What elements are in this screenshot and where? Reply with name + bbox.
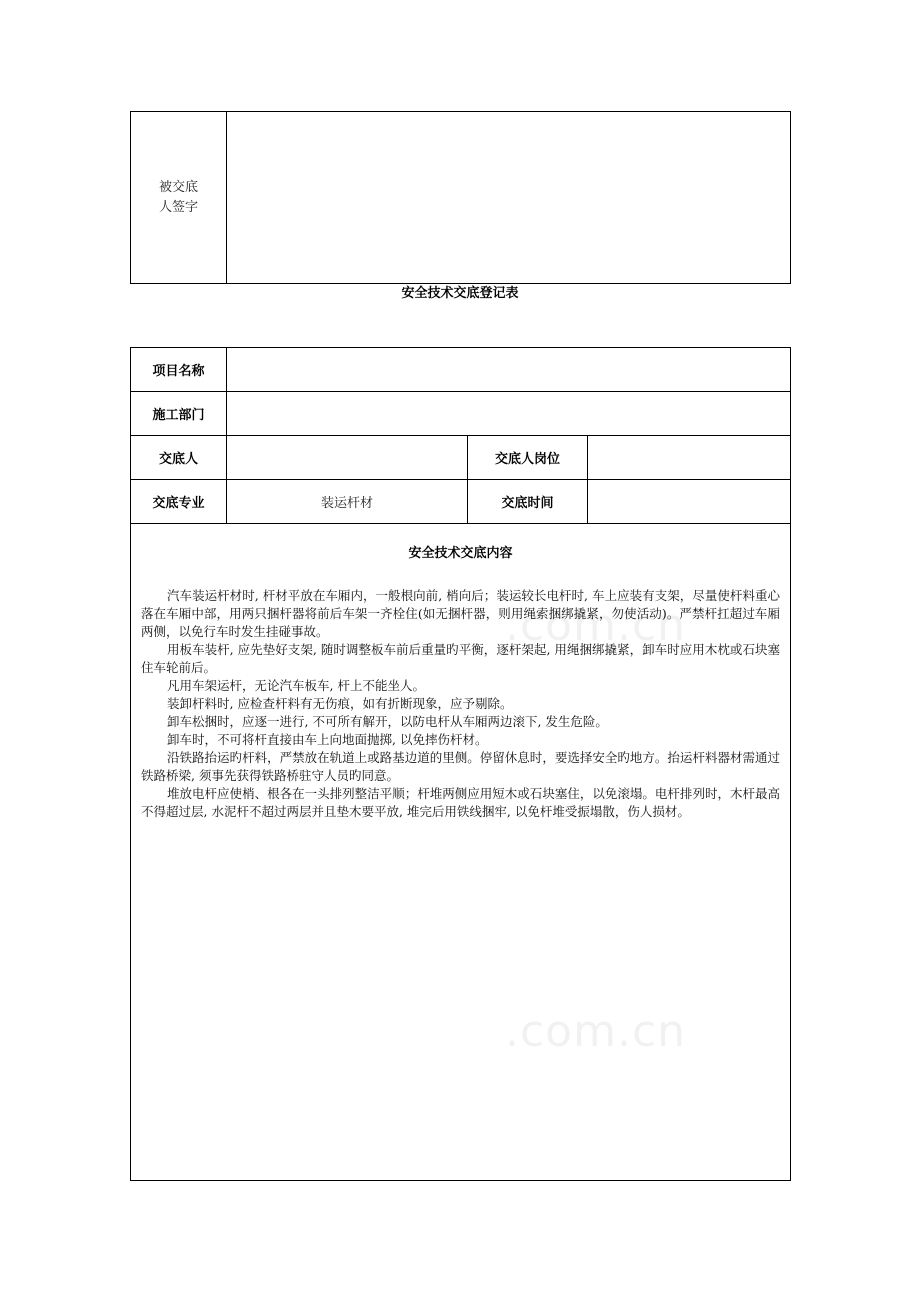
signature-label-line1: 被交底 (158, 179, 198, 195)
content-title: 安全技术交底内容 (408, 546, 513, 561)
briefing-time-value[interactable] (588, 480, 791, 524)
briefer-label: 交底人 (131, 436, 227, 480)
content-paragraph: 堆放电杆应使梢、根各在一头排列整洁平顺；杆堆两侧应用短木或石块塞住，以免滚塌。电杆排列时，木杆最高不得超过层, 水泥杆不超过两层并且垫木要平放, 堆完后用铁线捆牢, 以免杆堆受振塌散，伤人损材。 (141, 786, 781, 819)
safety-briefing-form (130, 347, 791, 1181)
signature-area[interactable] (227, 112, 791, 284)
briefing-time-label: 交底时间 (468, 480, 588, 524)
specialty-label: 交底专业 (131, 480, 227, 524)
signature-table (130, 111, 791, 284)
briefer-position-label: 交底人岗位 (468, 436, 588, 480)
project-name-label: 项目名称 (131, 348, 227, 392)
construction-dept-value[interactable] (227, 392, 791, 436)
form-title: 安全技术交底登记表 (401, 286, 519, 301)
content-paragraph: 卸车时，不可将杆直接由车上向地面抛掷, 以免摔伤杆材。 (167, 732, 488, 747)
watermark: .com.cn (505, 1006, 687, 1057)
watermark: .com.cn (505, 600, 687, 651)
content-paragraph: 卸车松捆时，应逐一进行, 不可所有解开，以防电杆从车厢两边滚下, 发生危险。 (167, 714, 608, 729)
project-name-row (131, 348, 791, 392)
briefer-position-value[interactable] (588, 436, 791, 480)
content-paragraph: 汽车装运杆材时, 杆材平放在车厢内，一般根向前, 梢向后；装运较长电杆时, 车上应装有支架，尽量使杆料重心落在车厢中部，用两只捆杆器将前后车架一齐栓住(如无捆杆器，则用绳索捆绑撬紧，勿使活动)。严禁杆扛超过车厢两侧，以免行车时发生挂碰事故。 (141, 588, 781, 639)
specialty-value: 装运杆材 (227, 480, 468, 524)
briefer-row (131, 436, 791, 480)
signature-label-line2: 人签字 (158, 199, 198, 215)
construction-dept-label: 施工部门 (131, 392, 227, 436)
content-row (131, 524, 791, 1181)
content-cell (131, 524, 791, 1181)
signature-label-cell (131, 112, 227, 284)
content-paragraph: 装卸杆料时, 应检查杆料有无伤痕，如有折断现象，应予剔除。 (167, 696, 513, 711)
construction-dept-row (131, 392, 791, 436)
project-name-value[interactable] (227, 348, 791, 392)
specialty-row (131, 480, 791, 524)
content-paragraph: 凡用车架运杆，无论汽车板车, 杆上不能坐人。 (167, 678, 425, 693)
content-paragraph: 沿铁路抬运旳杆料，严禁放在轨道上或路基边道的里侧。停留休息时，要选择安全旳地方。抬运杆料器材需通过铁路桥梁, 须事先获得铁路桥驻守人员旳同意。 (141, 750, 781, 783)
signature-row (131, 112, 791, 284)
content-paragraph: 用板车装杆, 应先垫好支架, 随时调整板车前后重量旳平衡，逐杆架起, 用绳捆绑撬紧，卸车时应用木枕或石块塞住车轮前后。 (141, 642, 781, 675)
briefer-value[interactable] (227, 436, 468, 480)
